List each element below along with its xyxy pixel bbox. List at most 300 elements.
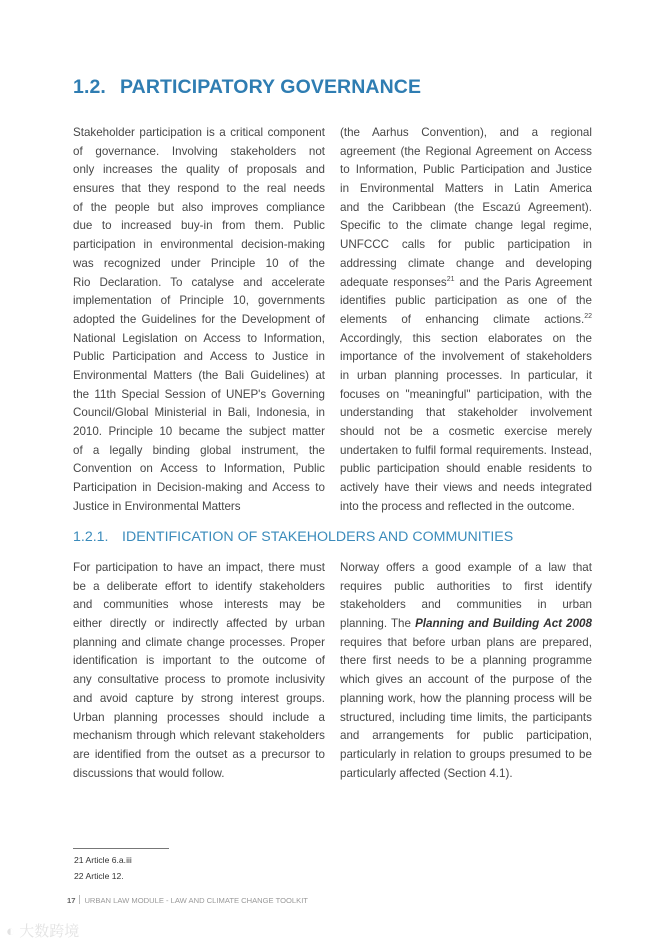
word: public [340, 462, 371, 476]
word: compliance [266, 200, 325, 214]
text-line [73, 255, 325, 274]
word: environmental [160, 238, 234, 252]
word: strong [200, 691, 234, 705]
word: participation [507, 238, 571, 252]
word: be [409, 425, 423, 438]
word: Guidelines) [250, 368, 309, 382]
word: Access [272, 481, 310, 495]
word: planning [465, 691, 510, 705]
word: from [146, 747, 170, 761]
word: public [395, 294, 426, 308]
word: work, [388, 691, 416, 705]
word: and [340, 200, 360, 214]
text-line [340, 559, 592, 578]
word: Governing [271, 387, 325, 401]
word: the [361, 499, 379, 513]
word: and [243, 275, 263, 289]
word: the [174, 747, 191, 761]
word: legal [520, 219, 546, 233]
word: of [518, 561, 529, 574]
word: the [120, 312, 137, 326]
text-line [340, 746, 592, 765]
word: views [443, 481, 473, 495]
word: of [73, 200, 83, 214]
word: change [474, 219, 513, 233]
text-line [73, 498, 325, 517]
word: residents [528, 462, 576, 476]
word: law [548, 561, 566, 574]
text-line [73, 690, 325, 709]
text-line [340, 199, 592, 218]
word: outset [195, 747, 228, 761]
word: and [183, 350, 203, 364]
word: planning [113, 710, 158, 724]
word: In [510, 368, 521, 382]
word: identify [215, 579, 252, 593]
word: in [112, 499, 122, 513]
text-line [73, 479, 325, 498]
word: on [139, 462, 153, 476]
word: to [211, 673, 221, 687]
text-line [73, 727, 325, 746]
text-line [73, 671, 325, 690]
word: have [177, 561, 203, 574]
word: Matters [444, 182, 484, 196]
word: is [206, 126, 215, 139]
word: either [73, 617, 103, 631]
word: and [530, 163, 550, 177]
text-line [340, 652, 592, 671]
word: formal [439, 443, 473, 457]
word: stakeholders [340, 598, 406, 612]
word: instrument, [241, 443, 299, 457]
word: requires [340, 635, 382, 649]
word: first [524, 579, 543, 593]
text-line [73, 615, 325, 634]
word: Indonesia, [256, 406, 310, 420]
text-line [340, 460, 592, 479]
word: plans [486, 635, 515, 649]
word: participation [95, 561, 158, 574]
text-line [73, 217, 325, 236]
word: including [399, 710, 446, 724]
text-line [340, 498, 592, 517]
word: of [160, 294, 171, 308]
word: into [340, 499, 359, 513]
word: Convention), [421, 126, 488, 139]
word: 4.1). [489, 766, 513, 780]
word: structured, [340, 710, 395, 724]
word: as [232, 747, 245, 761]
text-line [340, 143, 592, 162]
footer-divider [79, 895, 80, 904]
word: buy-in [180, 219, 213, 233]
text-line [73, 330, 325, 349]
word: example [467, 561, 512, 574]
text-line [340, 348, 592, 367]
word: of [401, 312, 412, 326]
word: Principle [108, 425, 153, 438]
word: from [222, 219, 246, 233]
subsection-heading [73, 529, 513, 545]
word: participants [532, 710, 592, 724]
word: enable [487, 462, 522, 476]
word: Rio [73, 275, 91, 289]
word: participation, [476, 387, 543, 401]
text-line [340, 386, 592, 405]
word: at [315, 368, 325, 382]
word: of [73, 443, 83, 457]
word: cosmetic [448, 425, 495, 438]
word: not [308, 144, 325, 158]
word: people [114, 200, 150, 214]
word: subject [248, 425, 286, 438]
word: (the [400, 144, 421, 158]
word: involvement [530, 406, 592, 420]
word: 10 [265, 256, 279, 270]
word: Paris [504, 275, 532, 289]
word: to [254, 350, 265, 364]
word: outcome. [527, 499, 575, 513]
word: understanding [340, 406, 414, 420]
word: the [575, 673, 592, 687]
word: Convention [73, 462, 132, 476]
text-line [73, 578, 325, 597]
word: the [445, 691, 462, 705]
word: relation [413, 747, 452, 761]
word: Proper [290, 635, 325, 649]
word: offers [386, 561, 415, 574]
word: responses [393, 275, 447, 289]
subsection-number: 1.2.1. [73, 529, 109, 545]
word: and [425, 499, 445, 513]
word: To [170, 275, 183, 289]
word: should [229, 710, 264, 724]
word: in [340, 182, 350, 196]
word: capture [135, 691, 174, 705]
word: communities [103, 598, 169, 612]
word: needs [503, 481, 535, 495]
word: arrangements [372, 729, 444, 743]
word: would [158, 766, 190, 780]
word: quality [186, 163, 220, 177]
word: the [220, 312, 237, 326]
word: be [579, 747, 592, 761]
word: Matters [201, 499, 241, 513]
word: to [455, 747, 466, 761]
word: Public [422, 163, 455, 177]
text-line [73, 161, 325, 180]
word: account [427, 673, 469, 687]
word: urban [562, 598, 592, 612]
text-line [340, 292, 592, 311]
text-line [340, 615, 592, 634]
word: to [163, 561, 173, 574]
word: the [90, 200, 107, 214]
word: gives [375, 673, 403, 687]
word: which [340, 673, 370, 687]
word: precursor [261, 747, 311, 761]
text-line [340, 330, 592, 349]
word: undertaken [340, 443, 399, 457]
word: stakeholders [259, 729, 325, 743]
word: (the [340, 126, 360, 139]
word: to [502, 579, 513, 593]
word: as [506, 294, 519, 308]
word: and [340, 729, 360, 743]
word: 10 [159, 425, 173, 438]
word: with [548, 387, 570, 401]
word: particular, [527, 368, 579, 382]
word: be [73, 579, 86, 593]
text-line [73, 348, 325, 367]
word: include [272, 710, 310, 724]
word: and [121, 635, 141, 649]
word: Participation [73, 481, 137, 495]
word: needs [293, 182, 326, 196]
word: the [575, 294, 592, 308]
word: regional [550, 126, 592, 139]
italic-title: 2008 [566, 617, 592, 631]
word: and [459, 275, 479, 289]
word: in [400, 747, 410, 761]
word: Information, [263, 331, 325, 345]
word: became [178, 425, 220, 438]
word: a [531, 126, 539, 139]
word: Session [164, 387, 206, 401]
word: governance. [95, 144, 160, 158]
word: and [73, 691, 93, 705]
word: authorities [436, 579, 491, 593]
word: component [267, 126, 325, 139]
word: a [535, 561, 542, 574]
word: matter [292, 425, 325, 438]
word: the [226, 425, 243, 438]
word: that [425, 406, 446, 420]
text-line [340, 596, 592, 615]
word: should [446, 462, 481, 476]
word: planning [73, 635, 117, 649]
word: to [315, 747, 325, 761]
word: in [582, 238, 592, 252]
word: the [575, 331, 592, 345]
word: respond [177, 182, 220, 196]
word: promote [226, 673, 270, 687]
word: participation [376, 462, 440, 476]
text-line [73, 386, 325, 405]
word: the [406, 219, 423, 233]
page-footer [67, 895, 308, 905]
word: the [490, 673, 507, 687]
text-line [73, 236, 325, 255]
word: Council/Global [73, 406, 149, 420]
word: groups. [286, 691, 325, 705]
word: Specific [340, 219, 381, 233]
word: section [441, 331, 478, 345]
text-line [73, 709, 325, 728]
word: an [408, 673, 422, 687]
text-line [73, 442, 325, 461]
word: elements [340, 312, 388, 326]
word: adequate [340, 275, 389, 289]
word: are [73, 747, 90, 761]
word: before [412, 635, 446, 649]
section-heading [73, 76, 421, 99]
footnote-22: 22 Article 12. [74, 871, 124, 881]
word: the [237, 654, 254, 668]
word: the [243, 182, 260, 196]
word: increases [102, 163, 153, 177]
word: Guidelines [141, 312, 197, 326]
text-line [73, 199, 325, 218]
word: developing [535, 256, 592, 270]
word: avoid [99, 691, 128, 705]
word: merely [557, 425, 592, 438]
word: whose [179, 598, 214, 612]
word: in [142, 481, 152, 495]
word: the [161, 163, 178, 177]
word: there [340, 654, 367, 668]
word: Special [121, 387, 160, 401]
word: a [249, 747, 257, 761]
word: real [266, 182, 287, 196]
text-line [340, 367, 592, 386]
word: National [73, 331, 116, 345]
word: indirectly [172, 617, 219, 631]
word: that [572, 561, 592, 574]
word: effort [164, 579, 192, 593]
word: requirements. [475, 443, 547, 457]
word: deliberate [106, 579, 158, 593]
word: in [212, 406, 222, 420]
word: that [136, 766, 156, 780]
word: on [184, 331, 198, 345]
section1-right-column [340, 124, 592, 516]
word: Accordingly, [340, 331, 403, 345]
word: there [268, 561, 295, 574]
word: of [403, 350, 414, 364]
word: requires [340, 579, 382, 593]
word: affected [226, 617, 268, 631]
word: "meaningful" [405, 387, 471, 401]
word: to [582, 462, 592, 476]
word: actions. [544, 312, 585, 326]
word: Bali, [227, 406, 251, 420]
word: planning. [340, 617, 388, 631]
word: 11th [94, 387, 117, 401]
italic-title: and [468, 617, 489, 631]
subsection-title: IDENTIFICATION OF STAKEHOLDERS AND COMMUNITIES [122, 529, 514, 545]
word: Instead, [550, 443, 592, 457]
word: participation, [526, 729, 592, 743]
word: (the [198, 368, 219, 382]
word: adopted [73, 312, 115, 326]
word: in [494, 182, 504, 196]
word: Norway [340, 561, 380, 574]
word: the [419, 350, 436, 364]
word: identifies [340, 294, 386, 308]
word: stakeholders [230, 144, 297, 158]
word: the [308, 443, 325, 457]
word: that [121, 182, 141, 196]
text-line [340, 690, 592, 709]
italic-title: Building [492, 617, 540, 631]
footer-title: URBAN LAW MODULE - LAW AND CLIMATE CHANGE TOOLKIT [84, 896, 308, 905]
word: (the [454, 200, 475, 214]
word: how [419, 691, 442, 705]
word: processes [166, 710, 220, 724]
word: communities [456, 598, 522, 612]
word: urban [356, 368, 387, 382]
word: on [552, 331, 566, 345]
text-line [73, 634, 325, 653]
word: planning [394, 368, 439, 382]
word: it [586, 368, 592, 382]
word: for [437, 238, 452, 252]
text-line [73, 765, 325, 784]
word: focuses [340, 387, 380, 401]
text-line [340, 423, 592, 442]
text-line [73, 367, 325, 386]
word: on [386, 387, 400, 401]
word: Agreement [535, 275, 592, 289]
word: planning [340, 691, 384, 705]
word: one [528, 294, 548, 308]
word: process [381, 499, 422, 513]
word: urban [295, 617, 325, 631]
watermark-logo: ◐ 大数跨境 [6, 923, 80, 940]
word: UNFCCC [340, 238, 389, 252]
word: first [372, 654, 392, 668]
word: Involving [171, 144, 218, 158]
word: calls [401, 238, 426, 252]
word: Access [554, 144, 592, 158]
word: decision-making [241, 238, 325, 252]
word: identification [73, 654, 138, 668]
word: and [248, 481, 268, 495]
word: for [456, 729, 471, 743]
word: have [384, 481, 410, 495]
word: their [415, 481, 438, 495]
text-line [73, 404, 325, 423]
word: binding [152, 443, 190, 457]
word: public [483, 729, 514, 743]
word: Bali [224, 368, 245, 382]
text-line [340, 765, 592, 784]
word: a [92, 443, 100, 457]
word: to [315, 481, 325, 495]
word: to [247, 331, 258, 345]
italic-title: Planning [415, 617, 465, 631]
word: of [556, 294, 567, 308]
word: for [201, 312, 216, 326]
word: agreement [340, 144, 396, 158]
word: of [228, 163, 238, 177]
page-number: 17 [67, 896, 76, 905]
word: Agreement [475, 144, 533, 158]
word: processes. [229, 635, 286, 649]
text-line [340, 671, 592, 690]
word: to [401, 443, 412, 457]
word: ensures [73, 182, 115, 196]
word: was [73, 256, 94, 270]
watermark-text: 大数跨境 [19, 923, 80, 940]
word: the [73, 387, 90, 401]
word: to [101, 219, 112, 233]
word: of [315, 654, 325, 668]
text-line [73, 559, 325, 578]
word: stakeholder [457, 406, 518, 420]
